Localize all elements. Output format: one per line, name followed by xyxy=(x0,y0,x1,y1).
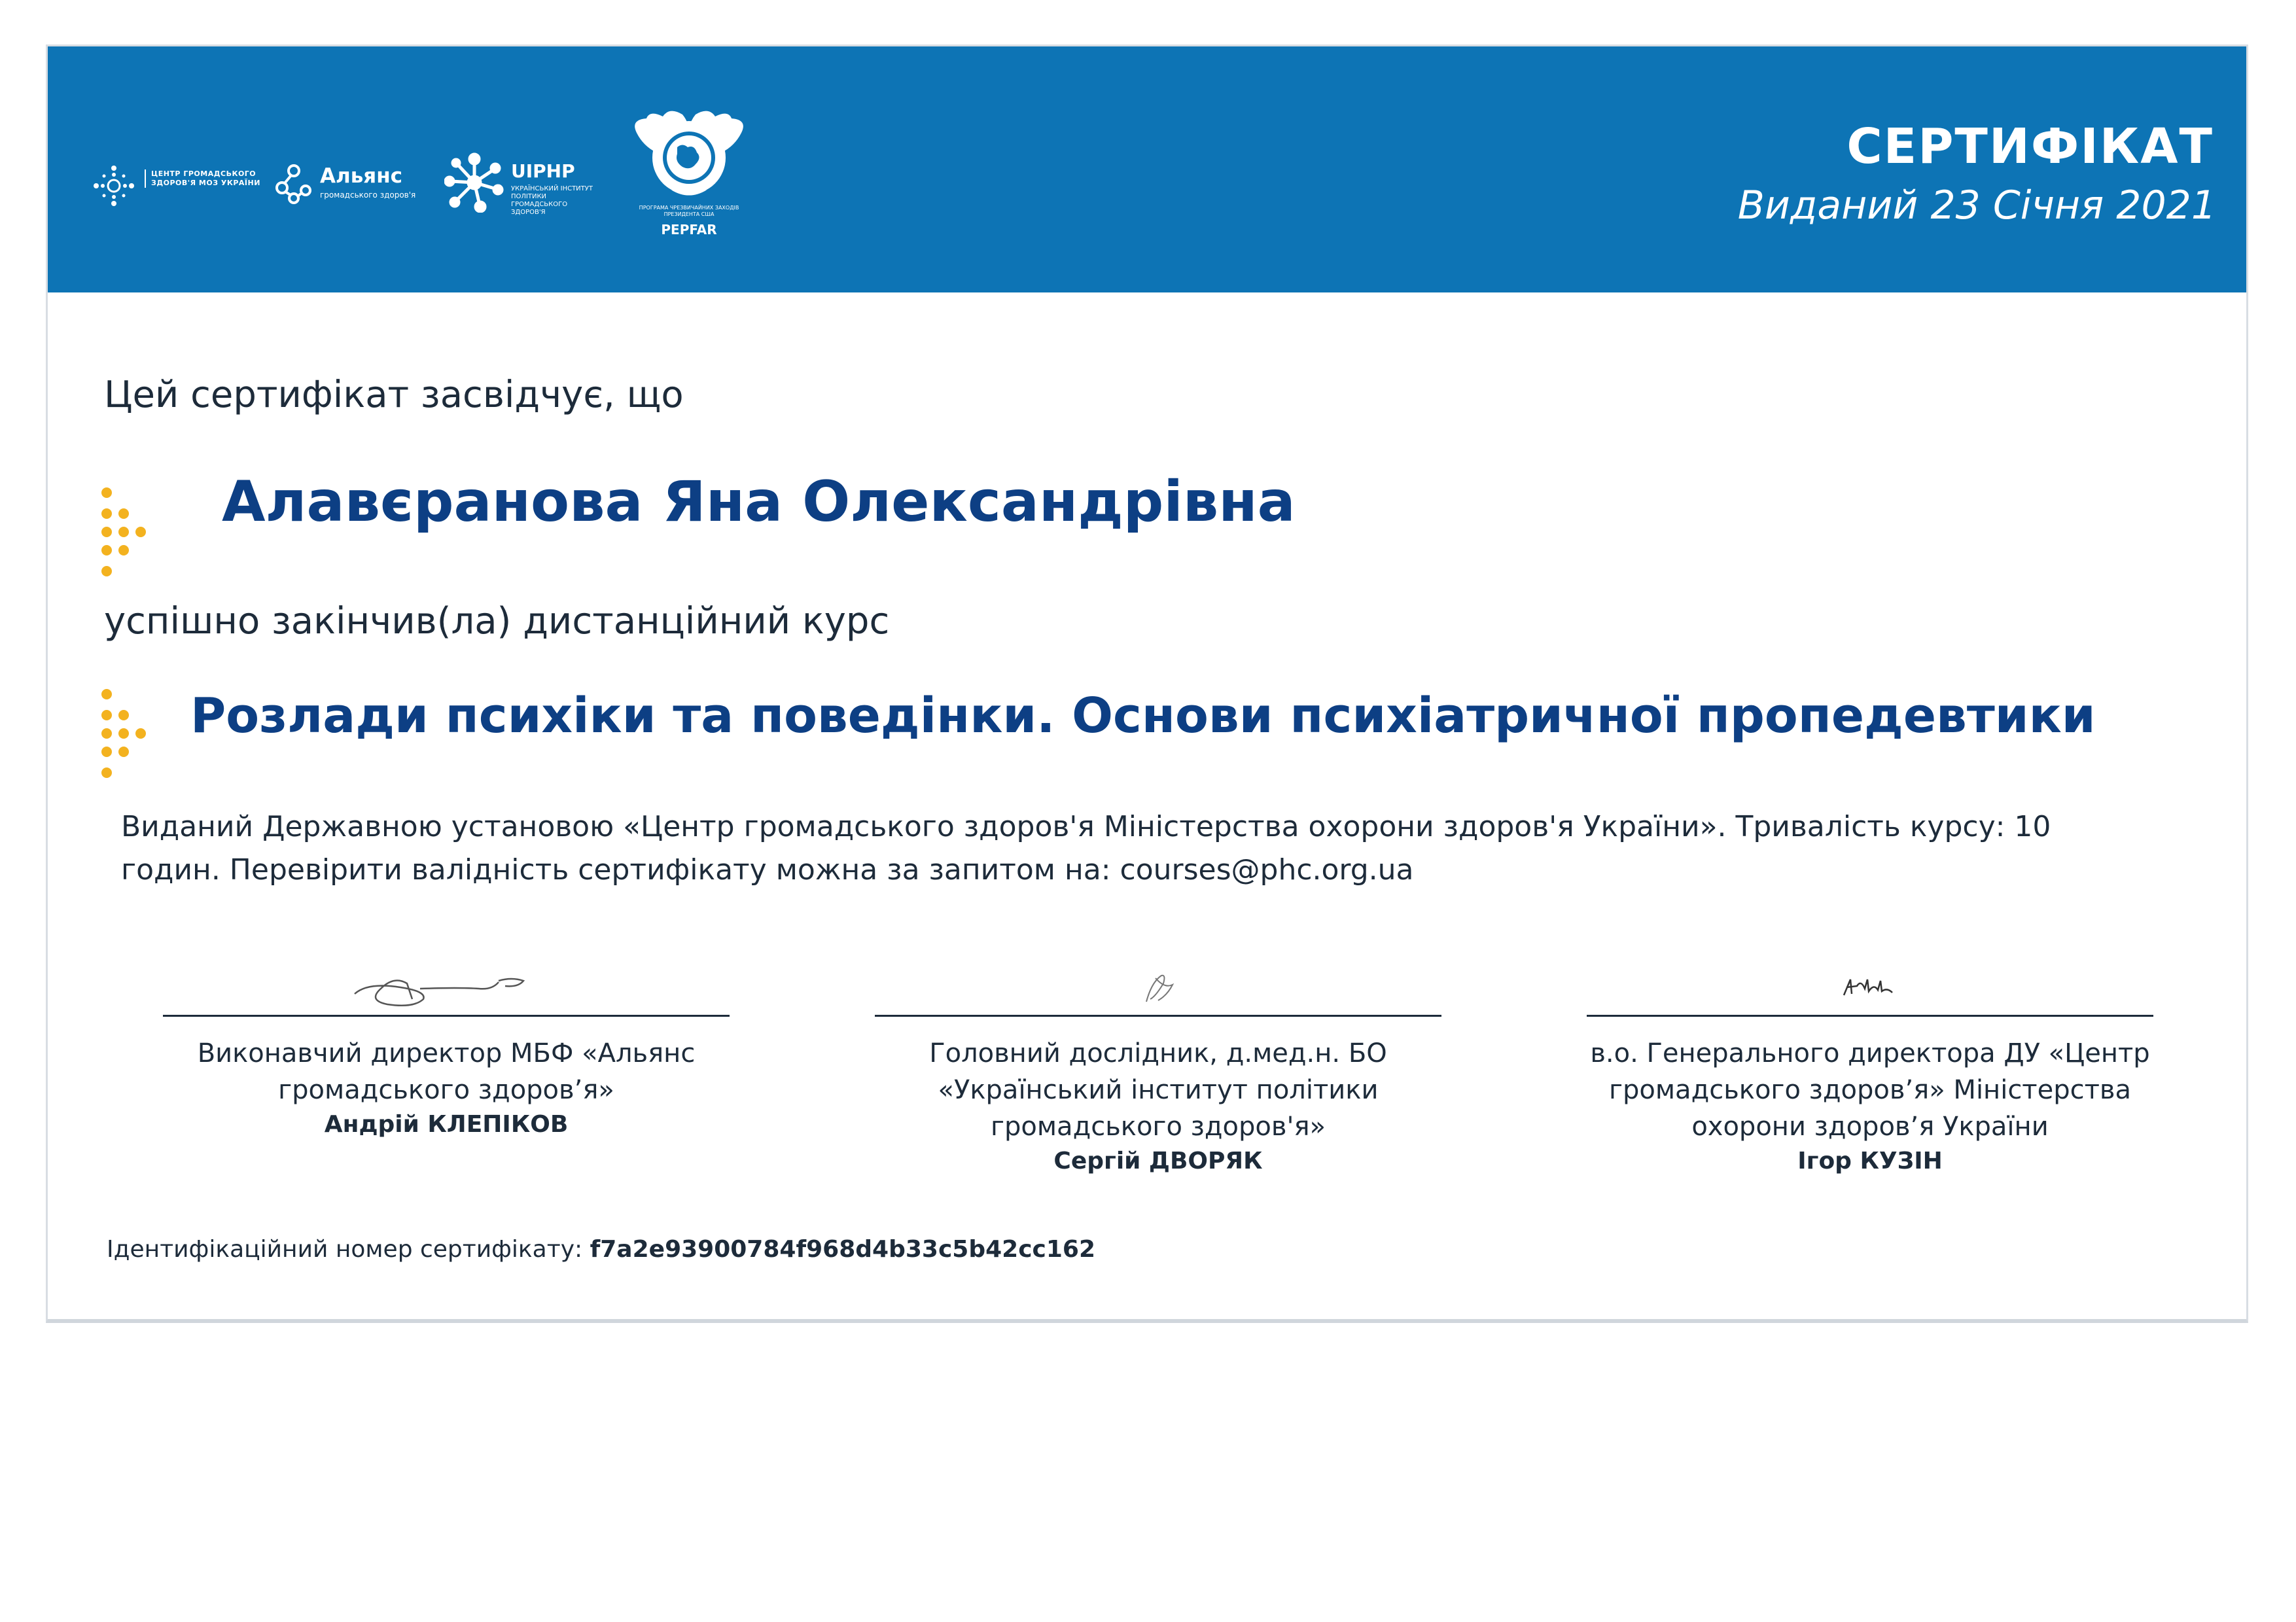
completed-text: успішно закінчив(ла) дистанційний курс xyxy=(104,600,890,643)
recipient-name: Алавєранова Яна Олександрівна xyxy=(222,469,1296,535)
signature-line xyxy=(875,1015,1441,1017)
signatory-name: Сергій ДВОРЯК xyxy=(1053,1148,1263,1174)
certificate-title: СЕРТИФІКАТ xyxy=(1846,118,2214,175)
signature-role-line: охорони здоров’я України xyxy=(1691,1112,2049,1142)
signature-role xyxy=(163,1035,730,1108)
uiphp-star-icon xyxy=(444,152,504,213)
issued-by-line-1: Виданий Державною установою «Центр громадського здоров'я Міністерства охорони здоров'я України». Тривалість курсу: 10 xyxy=(121,810,2051,843)
uiphp-logo-name: UIPHP xyxy=(511,160,575,182)
signature-role-line: Виконавчий директор МБФ «Альянс xyxy=(197,1038,696,1068)
certificate xyxy=(46,44,2248,1323)
pepfar-globe-seal-icon xyxy=(617,107,761,205)
signature-role-line: Головний дослідник, д.мед.н. БО xyxy=(929,1038,1387,1068)
course-title: Розлади психіки та поведінки. Основи психіатричної пропедевтики xyxy=(190,688,2096,744)
intro-text: Цей сертифікат засвідчує, що xyxy=(104,374,684,416)
signature-role-line: громадського здоров'я» xyxy=(991,1112,1326,1142)
signature-line xyxy=(1587,1015,2153,1017)
pepfar-logo-sub: ПРОГРАМА ЧРЕЗВИЧАЙНИХ ЗАХОДІВ ПРЕЗИДЕНТА США xyxy=(639,205,739,217)
pepfar-logo xyxy=(617,107,761,251)
issued-by-line-2: годин. Перевірити валідність сертифікату можна за запитом на: courses@phc.org.ua xyxy=(121,853,1414,887)
phc-logo-text: ЦЕНТР ГРОМАДСЬКОГО ЗДОРОВ'Я МОЗ УКРАЇНИ xyxy=(145,169,262,188)
signature-line xyxy=(163,1015,730,1017)
phc-logo xyxy=(91,154,261,219)
uiphp-logo-sub: УКРАЇНСЬКИЙ ІНСТИТУТ ПОЛІТИКИ ГРОМАДСЬКОГО ЗДОРОВ'Я xyxy=(511,185,593,216)
certificate-issue-date: Виданий 23 Січня 2021 xyxy=(1737,183,2216,228)
certificate-id xyxy=(107,1236,1095,1263)
signature-image xyxy=(1739,936,2001,1015)
signature-image xyxy=(1027,936,1289,1015)
signature-image xyxy=(315,936,577,1015)
alliance-logo-name: Альянс xyxy=(320,164,402,188)
certificate-header xyxy=(48,46,2246,292)
signature-block-3 xyxy=(1587,936,2153,1174)
pepfar-logo-name: PEPFAR xyxy=(661,222,717,238)
issued-by-text xyxy=(121,805,2176,892)
yellow-dots-icon xyxy=(100,486,152,578)
signature-role xyxy=(875,1035,1441,1145)
uiphp-logo xyxy=(444,146,641,224)
alliance-molecule-icon xyxy=(273,162,315,207)
signature-block-1 xyxy=(163,936,730,1138)
signature-role-line: «Український інститут політики xyxy=(938,1075,1379,1105)
signatory-name: Андрій КЛЕПІКОВ xyxy=(324,1111,569,1138)
signature-role-line: в.о. Генерального директора ДУ «Центр xyxy=(1590,1038,2150,1068)
certificate-id-label: Ідентифікаційний номер сертифікату: xyxy=(107,1236,583,1263)
signatory-name: Ігор КУЗІН xyxy=(1797,1148,1943,1174)
signature-role xyxy=(1587,1035,2153,1145)
certificate-id-value: f7a2e93900784f968d4b33c5b42cc162 xyxy=(590,1236,1096,1263)
yellow-dots-icon xyxy=(100,688,152,779)
signature-role-line: громадського здоров’я» Міністерства xyxy=(1609,1075,2131,1105)
alliance-logo-sub: громадського здоров'я xyxy=(320,190,416,200)
alliance-logo xyxy=(273,155,423,220)
signature-role-line: громадського здоров’я» xyxy=(278,1075,614,1105)
phc-cross-dots-icon xyxy=(91,163,137,209)
signature-block-2 xyxy=(875,936,1441,1174)
